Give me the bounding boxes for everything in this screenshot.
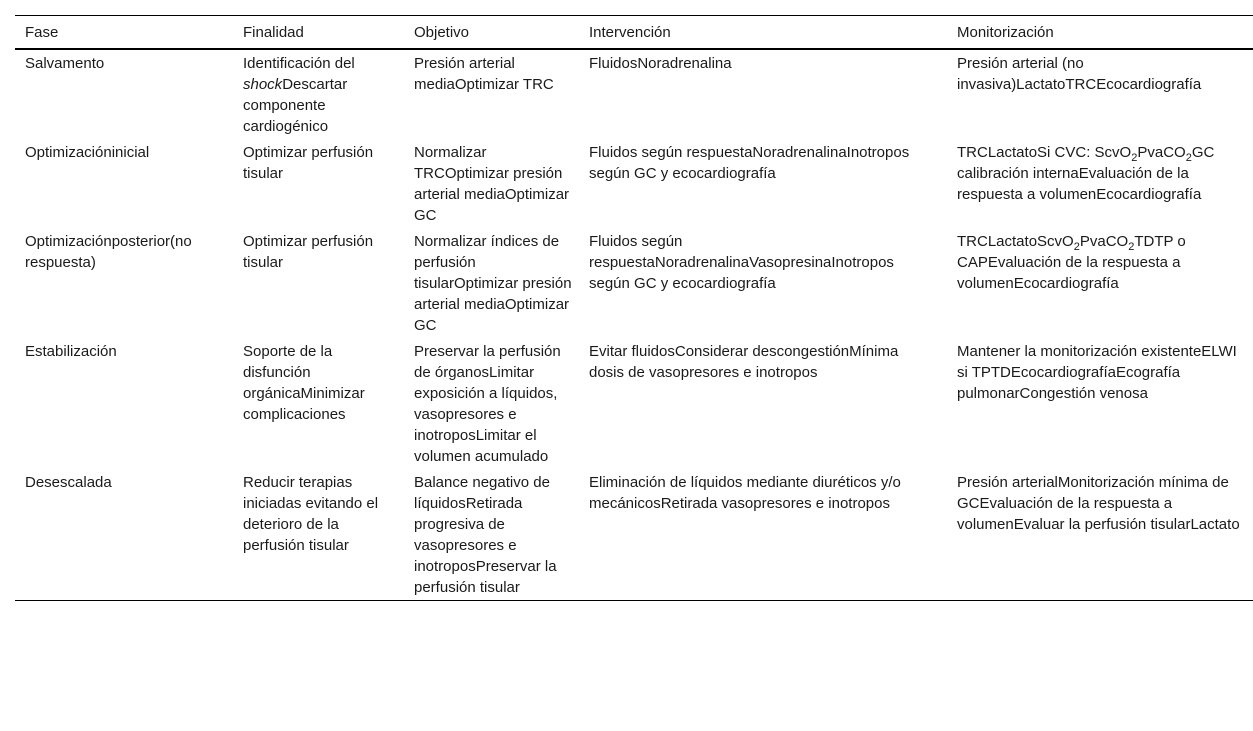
header-intervencion: Intervención (589, 24, 671, 41)
cell-fase: Estabilización (25, 343, 117, 360)
cell-fase: Desescalada (25, 474, 112, 491)
header-row (15, 16, 1253, 50)
table-body (15, 49, 1253, 601)
cell-text: Identificación del (243, 55, 355, 72)
cell-text: GC calibración internaEvaluación de la respuesta a volumenEcocardiografía (957, 144, 1215, 203)
cell-text: Evitar fluidosConsiderar descongestiónMínima dosis de vasopresores e inotropos (589, 343, 899, 381)
cell-text: Eliminación de líquidos mediante diuréticos y/o mecánicosRetirada vasopresores e inotropos (589, 474, 901, 512)
table-row (15, 469, 1253, 601)
subscript-text: 2 (1131, 152, 1138, 164)
cell-objetivo (404, 49, 579, 139)
subscript-text: 2 (1185, 152, 1192, 164)
cell-monitorizacion (947, 338, 1253, 469)
cell-finalidad (233, 49, 404, 139)
subscript-text: 2 (1128, 241, 1135, 253)
cell-intervencion (579, 228, 947, 338)
cell-fase: Salvamento (25, 55, 105, 72)
cell-text: Reducir terapias iniciadas evitando el deterioro de la perfusión tisular (243, 474, 379, 554)
cell-objetivo (404, 469, 579, 601)
cell-text: Balance negativo de líquidosRetirada progresiva de vasopresores e inotroposPreservar la perfusión tisular (414, 474, 557, 596)
cell-text: Descartar componente cardiogénico (243, 76, 348, 135)
cell-text: Presión arterial (no invasiva)LactatoTRCEcocardiografía (957, 55, 1202, 93)
subscript-text: 2 (1073, 241, 1080, 253)
cell-intervencion (579, 49, 947, 139)
cell-text: Mantener la monitorización existenteELWI si TPTDEcocardiografíaEcografía pulmonarCongestión venosa (957, 343, 1237, 402)
table-container (15, 15, 1253, 601)
table-row (15, 228, 1253, 338)
cell-fase: Optimizaciónposterior(no respuesta) (25, 233, 192, 271)
header-objetivo: Objetivo (414, 24, 470, 41)
cell-text: Normalizar índices de perfusión tisularOptimizar presión arterial mediaOptimizar GC (414, 233, 572, 334)
header-monitorizacion: Monitorización (957, 24, 1054, 41)
cell-finalidad (233, 469, 404, 601)
cell-text: Normalizar TRCOptimizar presión arterial mediaOptimizar GC (414, 144, 570, 224)
cell-objetivo (404, 228, 579, 338)
cell-text: Presión arterialMonitorización mínima de GCEvaluación de la respuesta a volumenEvaluar la perfusión tisularLactato (957, 474, 1240, 533)
cell-text: Optimizar perfusión tisular (243, 233, 374, 271)
cell-text: PvaCO (1079, 233, 1129, 250)
table-row (15, 139, 1253, 228)
cell-monitorizacion (947, 139, 1253, 228)
cell-intervencion (579, 139, 947, 228)
cell-monitorizacion (947, 49, 1253, 139)
cell-text: Soporte de la disfunción orgánicaMinimizar complicaciones (243, 343, 365, 423)
header-finalidad: Finalidad (243, 24, 304, 41)
cell-text: PvaCO (1137, 144, 1186, 161)
cell-text: Preservar la perfusión de órganosLimitar exposición a líquidos, vasopresores e inotroposLimitar el volumen acumulado (414, 343, 561, 465)
cell-text: FluidosNoradrenalina (589, 55, 732, 72)
cell-monitorizacion (947, 469, 1253, 601)
cell-objetivo (404, 338, 579, 469)
cell-text: Fluidos según respuestaNoradrenalinaInotropos según GC y ecocardiografía (589, 144, 910, 182)
cell-monitorizacion (947, 228, 1253, 338)
cell-text: TDTP o CAPEvaluación de la respuesta a volumenEcocardiografía (957, 233, 1186, 292)
header-fase: Fase (25, 24, 59, 41)
table-header (15, 16, 1253, 50)
cell-text: Presión arterial mediaOptimizar TRC (414, 55, 554, 93)
cell-text: TRCLactatoSi CVC: ScvO (957, 144, 1132, 161)
cell-text: Fluidos según respuestaNoradrenalinaVasopresinaInotropos según GC y ecocardiografía (589, 233, 894, 292)
cell-text: TRCLactatoScvO (957, 233, 1074, 250)
cell-intervencion (579, 338, 947, 469)
cell-objetivo (404, 139, 579, 228)
cell-intervencion (579, 469, 947, 601)
cell-finalidad (233, 139, 404, 228)
cell-finalidad (233, 338, 404, 469)
cell-text: Optimizar perfusión tisular (243, 144, 374, 182)
phases-table (15, 15, 1253, 601)
cell-fase: Optimizacióninicial (25, 144, 150, 161)
table-row (15, 49, 1253, 139)
cell-finalidad (233, 228, 404, 338)
table-row (15, 338, 1253, 469)
italic-text: shock (243, 76, 283, 93)
